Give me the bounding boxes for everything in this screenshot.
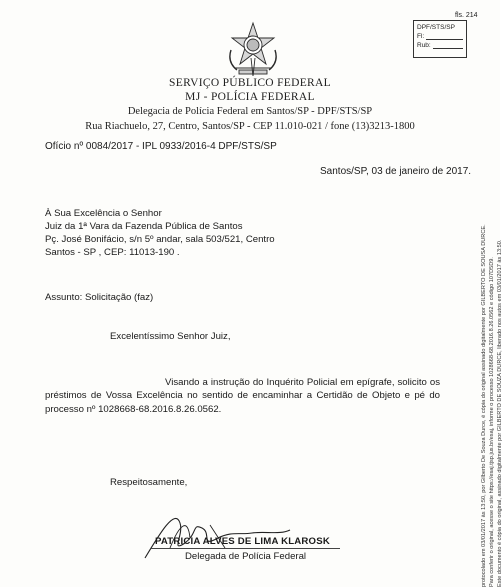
header-ministry: MJ - POLÍCIA FEDERAL <box>185 91 315 103</box>
stamp-fl-blank <box>426 34 463 40</box>
addressee-line: À Sua Excelência o Senhor <box>45 208 162 219</box>
signature-line <box>150 548 340 549</box>
header-address: Rua Riachuelo, 27, Centro, Santos/SP - CEP 11.010-021 / fone (13)3213-1800 <box>85 121 415 132</box>
stamp-fl-label: Fl: <box>417 33 425 40</box>
signer-name: PATRICIA ALVES DE LIMA KLAROSK <box>155 536 330 547</box>
addressee-line: Santos - SP , CEP: 11013-190 . <box>45 247 180 258</box>
stamp-rub-line <box>417 41 463 50</box>
stamp-rub-blank <box>433 43 463 49</box>
subject-line: Assunto: Solicitação (faz) <box>45 292 154 303</box>
letter-date: Santos/SP, 03 de janeiro de 2017. <box>320 166 472 177</box>
addressee-line: Pç. José Bonifácio, s/n 5º andar, sala 503/521, Centro <box>45 234 275 245</box>
digital-signature-note: Este documento é cópia do original, assinado digitalmente por GILBERTO DE SOUZA DURCE, liberado nos autos em 03/01/2017 às 13:50. <box>497 239 503 587</box>
salutation: Excelentíssimo Senhor Juiz, <box>110 331 231 342</box>
stamp-fl-line <box>417 32 463 41</box>
oficio-number: Ofício nº 0084/2017 - IPL 0933/2016-4 DPF/STS/SP <box>45 141 277 152</box>
signer-title: Delegada de Polícia Federal <box>185 551 307 562</box>
digital-signature-note: Para conferir o original, acesse o site https://esaj.tjsp.jus.br/esaj, informe o processo 1028668-68.2016.8.26.0562 e código 107D5D9. <box>489 257 495 587</box>
page-number: fls. 214 <box>455 12 478 19</box>
coat-of-arms-icon <box>225 20 281 78</box>
addressee-line: Juiz da 1ª Vara da Fazenda Pública de Santos <box>45 221 243 232</box>
header-service: SERVIÇO PÚBLICO FEDERAL <box>169 77 331 89</box>
stamp-rub-label: Rub: <box>417 42 431 49</box>
closing: Respeitosamente, <box>110 477 188 488</box>
body-paragraph: Visando a instrução do Inquérito Policial em epígrafe, solicito os préstimos de Vossa Excelência no sentido de encaminhar a Certidão de Objeto e pé do processo nº 1028668-68.2016.8.26.0562. <box>45 377 440 415</box>
header-delegacia: Delegacia de Polícia Federal em Santos/SP - DPF/STS/SP <box>127 106 373 117</box>
protocol-stamp <box>413 20 467 58</box>
stamp-unit: DPF/STS/SP <box>417 24 455 31</box>
digital-signature-note: protocolado em 03/01/2017 às 13:50, por Gilberto De Souza Durce, é cópia do original assinado digitalmente por GILBERTO DE SOUSA DURCE. <box>481 224 487 587</box>
